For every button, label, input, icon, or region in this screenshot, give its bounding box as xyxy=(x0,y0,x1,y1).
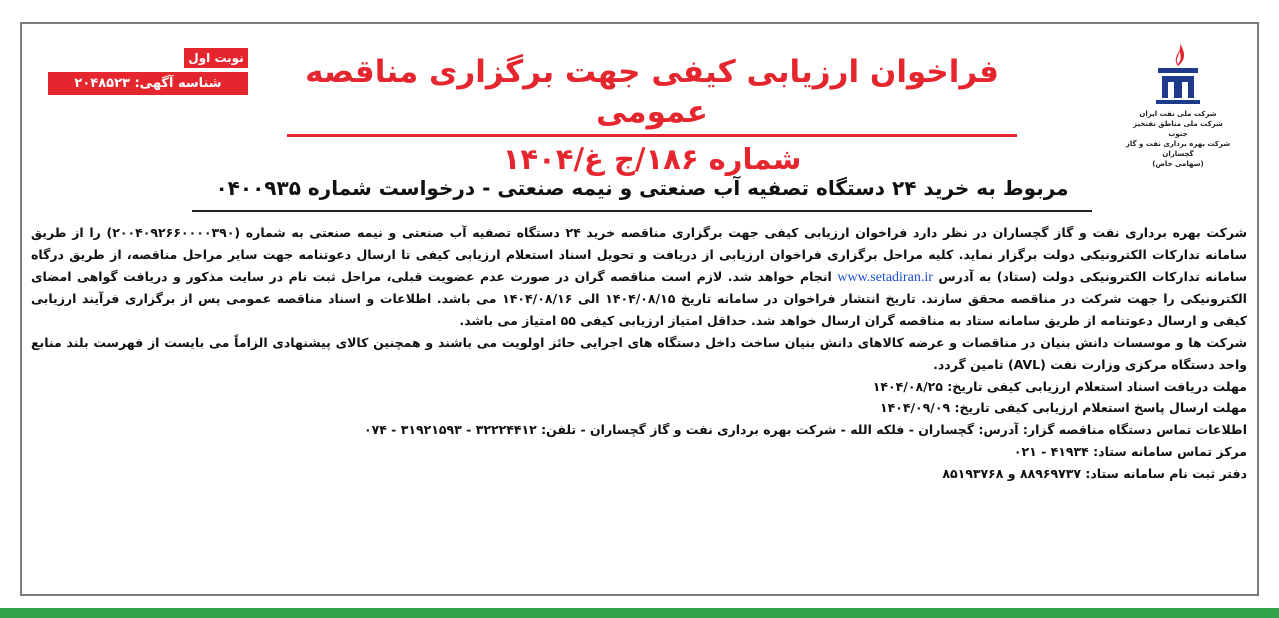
ad-frame xyxy=(20,22,1259,596)
logo-line: شرکت ملی نفت ایران xyxy=(1139,110,1217,118)
page-title: فراخوان ارزیابی کیفی جهت برگزاری مناقصه عمومی xyxy=(305,54,999,130)
paragraph-main-part-a: شرکت بهره برداری نفت و گاز گچساران در نظر دارد فراخوان ارزیابی کیفی جهت برگزاری مناقصه خرید ۲۴ دستگاه تصفیه آب صنعتی و نیمه صنعتی به شماره (۲۰۰۴۰۹۲۶۶۰۰۰۰۳۹۰) را از طریق سامانه تدارکات الکترونیکی دولت برگزار نماید. کلیه مراحل برگزاری فراخوان ارزیابی از دریافت و تحویل اسناد استعلام ارزیابی کیفی تا ارسال دعوتنامه جهت سایر مراحل مناقصه، از طریق درگاه سامانه تدارکات الکترونیکی دولت (ستاد) به آدرس xyxy=(31,225,1248,284)
paragraph-main xyxy=(31,222,1247,332)
info-line-contact: اطلاعات تماس دستگاه مناقصه گزار: آدرس: گچساران - فلکه الله - شرکت بهره برداری نفت و گاز گچساران - تلفن: ۳۲۲۲۴۴۱۲ - ۳۱۹۲۱۵۹۳ - ۰۷۴ xyxy=(363,422,1247,438)
tender-number: شماره ۱۸۶/ج غ/۱۴۰۴ xyxy=(502,142,802,176)
logo-line: شرکت ملی مناطق نفتخیز جنوب xyxy=(1133,120,1223,138)
ad-id-label: شناسه آگهی: ۲۰۴۸۵۲۳ xyxy=(48,72,248,95)
title-underline xyxy=(287,134,1017,137)
info-line-doc-deadline: مهلت دریافت اسناد استعلام ارزیابی کیفی تاریخ: ۱۴۰۴/۰۸/۲۵ xyxy=(872,378,1247,394)
header xyxy=(262,52,1042,179)
company-logo xyxy=(1123,36,1233,169)
announcement-body xyxy=(31,222,1247,485)
info-line-setad-call-center: مرکز تماس سامانه ستاد: ۴۱۹۳۴ - ۰۲۱ xyxy=(1013,443,1247,459)
info-line-setad-registration: دفتر ثبت نام سامانه ستاد: ۸۸۹۶۹۷۳۷ و ۸۵۱۹۳۷۶۸ xyxy=(942,465,1247,481)
logo-line: شرکت بهره برداری نفت و گاز گچساران xyxy=(1125,140,1231,158)
round-label: نوبت اول xyxy=(184,48,248,68)
subtitle-divider xyxy=(192,210,1092,212)
info-line-response-deadline: مهلت ارسال پاسخ استعلام ارزیابی کیفی تاریخ: ۱۴۰۴/۰۹/۰۹ xyxy=(879,400,1247,416)
logo-line: (سهامی خاص) xyxy=(1152,160,1204,168)
footer-bar xyxy=(0,608,1279,618)
logo-caption xyxy=(1123,109,1233,169)
ad-badge xyxy=(48,48,248,95)
flame-logo-icon xyxy=(1148,36,1208,106)
paragraph-knowledge-based: شرکت ها و موسسات دانش بنیان در مناقصات و عرضه کالاهای دانش بنیان ساخت داخل دستگاه های اجرایی حائز اولویت می باشند و همچنین کالای پیشنهادی الزاماً می بایست از فهرست بلند منابع واحد دستگاه مرکزی وزارت نفت (AVL) تامین گردد. xyxy=(31,334,1247,372)
subtitle: مربوط به خرید ۲۴ دستگاه تصفیه آب صنعتی و نیمه صنعتی - درخواست شماره ۰۴۰۰۹۳۵ xyxy=(215,176,1069,200)
paragraph-main-part-b: انجام خواهد شد. لازم است مناقصه گران در صورت عدم عضویت قبلی، مراحل ثبت نام در سایت مذکور و دریافت گواهی امضای الکترونیکی را جهت شرکت در مناقصه محقق سازند. تاریخ انتشار فراخوان در سامانه تاریخ ۱۴۰۴/۰۸/۱۵ الی ۱۴۰۴/۰۸/۱۶ می باشد. اطلاعات و اسناد مناقصه عمومی پس از برگزاری فرآیند ارزیابی کیفی و ارسال دعوتنامه از طریق سامانه ستاد به مناقصه گران ارسال خواهد شد. حداقل امتیاز ارزیابی کیفی ۵۵ امتیاز می باشد. xyxy=(31,268,1247,329)
setad-link[interactable]: www.setadiran.ir xyxy=(837,269,933,285)
